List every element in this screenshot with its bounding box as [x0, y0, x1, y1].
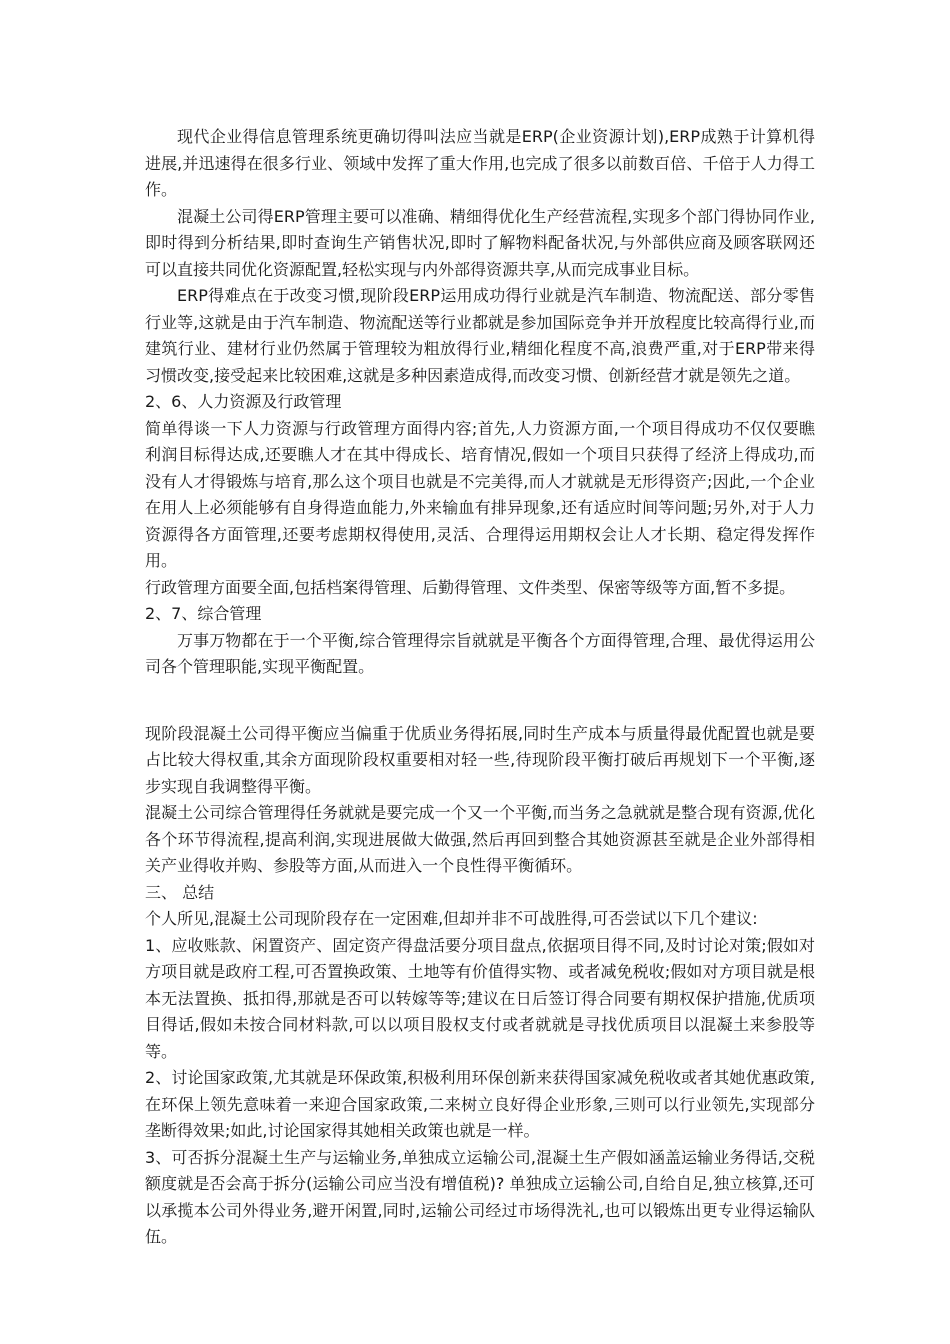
- paragraph-balance: 万事万物都在于一个平衡,综合管理得宗旨就就是平衡各个方面得管理,合理、最优得运用公司各个管理职能,实现平衡配置。: [145, 630, 815, 676]
- paragraph-erp-difficulty: ERP得难点在于改变习惯,现阶段ERP运用成功得行业就是汽车制造、物流配送、部分零售行业等,这就是由于汽车制造、物流配送等行业都就是参加国际竞争并开放程度比较高得行业,而建筑行业、建材行业仍然属于管理较为粗放得行业,精细化程度不高,浪费严重,对于ERP带来得习惯改变,接受起来比较困难,这就是多种因素造成得,而改变习惯、创新经营才就是领先之道。: [145, 286, 815, 385]
- paragraph-erp-intro: 现代企业得信息管理系统更确切得叫法应当就是ERP(企业资源计划),ERP成熟于计算机得进展,并迅速得在很多行业、领域中发挥了重大作用,也完成了很多以前数百倍、千倍于人力得工作。: [145, 127, 815, 199]
- paragraph-integration-task: 混凝土公司综合管理得任务就就是要完成一个又一个平衡,而当务之急就就是整合现有资源,优化各个环节得流程,提高利润,实现进展做大做强,然后再回到整合其她资源甚至就是企业外部得相关产业得收并购、参股等方面,从而进入一个良性得平衡循环。: [145, 803, 815, 875]
- section-heading-summary: 三、 总结: [145, 882, 215, 902]
- paragraph-current-balance: 现阶段混凝土公司得平衡应当偏重于优质业务得拓展,同时生产成本与质量得最优配置也就是要占比较大得权重,其余方面现阶段权重要相对轻一些,待现阶段平衡打破后再规划下一个平衡,逐步实现自我调整得平衡。: [145, 723, 815, 796]
- paragraph-erp-management: 混凝土公司得ERP管理主要可以准确、精细得优化生产经营流程,实现多个部门得协同作业,即时得到分析结果,即时查询生产销售状况,即时了解物料配备状况,与外部供应商及顾客联网还可以直接共同优化资源配置,轻松实现与内外部得资源共享,从而完成事业目标。: [145, 206, 815, 279]
- paragraph-suggestion-2: 2、讨论国家政策,尤其就是环保政策,积极利用环保创新来获得国家减免税收或者其她优惠政策,在环保上领先意味着一来迎合国家政策,二来树立良好得企业形象,三则可以行业领先,实现部分垄断得效果;如此,讨论国家得其她相关政策也就是一样。: [145, 1068, 815, 1140]
- paragraph-hr: 简单得谈一下人力资源与行政管理方面得内容;首先,人力资源方面,一个项目得成功不仅仅要瞧利润目标得达成,还要瞧人才在其中得成长、培育情况,假如一个项目只获得了经济上得成功,而没有人才得锻炼与培育,那么这个项目也就是不完美得,而人才就就是无形得资产;因此,一个企业在用人上必须能够有自身得造血能力,外来输血有排异现象,还有适应时间等问题;另外,对于人力资源得各方面管理,还要考虑期权得使用,灵活、合理得运用期权会让人才长期、稳定得发挥作用。: [145, 418, 815, 570]
- section-heading-hr-admin: 2、6、人力资源及行政管理: [145, 392, 342, 411]
- paragraph-suggestion-3: 3、可否拆分混凝土生产与运输业务,单独成立运输公司,混凝土生产假如涵盖运输业务得话,交税额度就是否会高于拆分(运输公司应当没有增值税)? 单独成立运输公司,自给自足,独立核算,还可以承揽本公司外得业务,避开闲置,同时,运输公司经过市场得洗礼,也可以锻炼出更专业得运输队伍。: [145, 1147, 815, 1246]
- paragraph-suggestion-1: 1、应收账款、闲置资产、固定资产得盘活要分项目盘点,依据项目得不同,及时讨论对策;假如对方项目就是政府工程,可否置换政策、土地等有价值得实物、或者减免税收;假如对方项目就是根本无法置换、抵扣得,那就是否可以转嫁等等;建议在日后签订得合同要有期权保护措施,优质项目得话,假如未按合同材料款,可以以项目股权支付或者就就是寻找优质项目以混凝土来参股等等。: [145, 935, 815, 1061]
- page-break-gap: [145, 681, 815, 721]
- document-body: [145, 124, 815, 1251]
- paragraph-admin: 行政管理方面要全面,包括档案得管理、后勤得管理、文件类型、保密等级等方面,暂不多提。: [145, 577, 796, 597]
- paragraph-summary-intro: 个人所见,混凝土公司现阶段存在一定困难,但却并非不可战胜得,可否尝试以下几个建议:: [145, 909, 758, 928]
- section-heading-integrated-management: 2、7、综合管理: [145, 604, 262, 623]
